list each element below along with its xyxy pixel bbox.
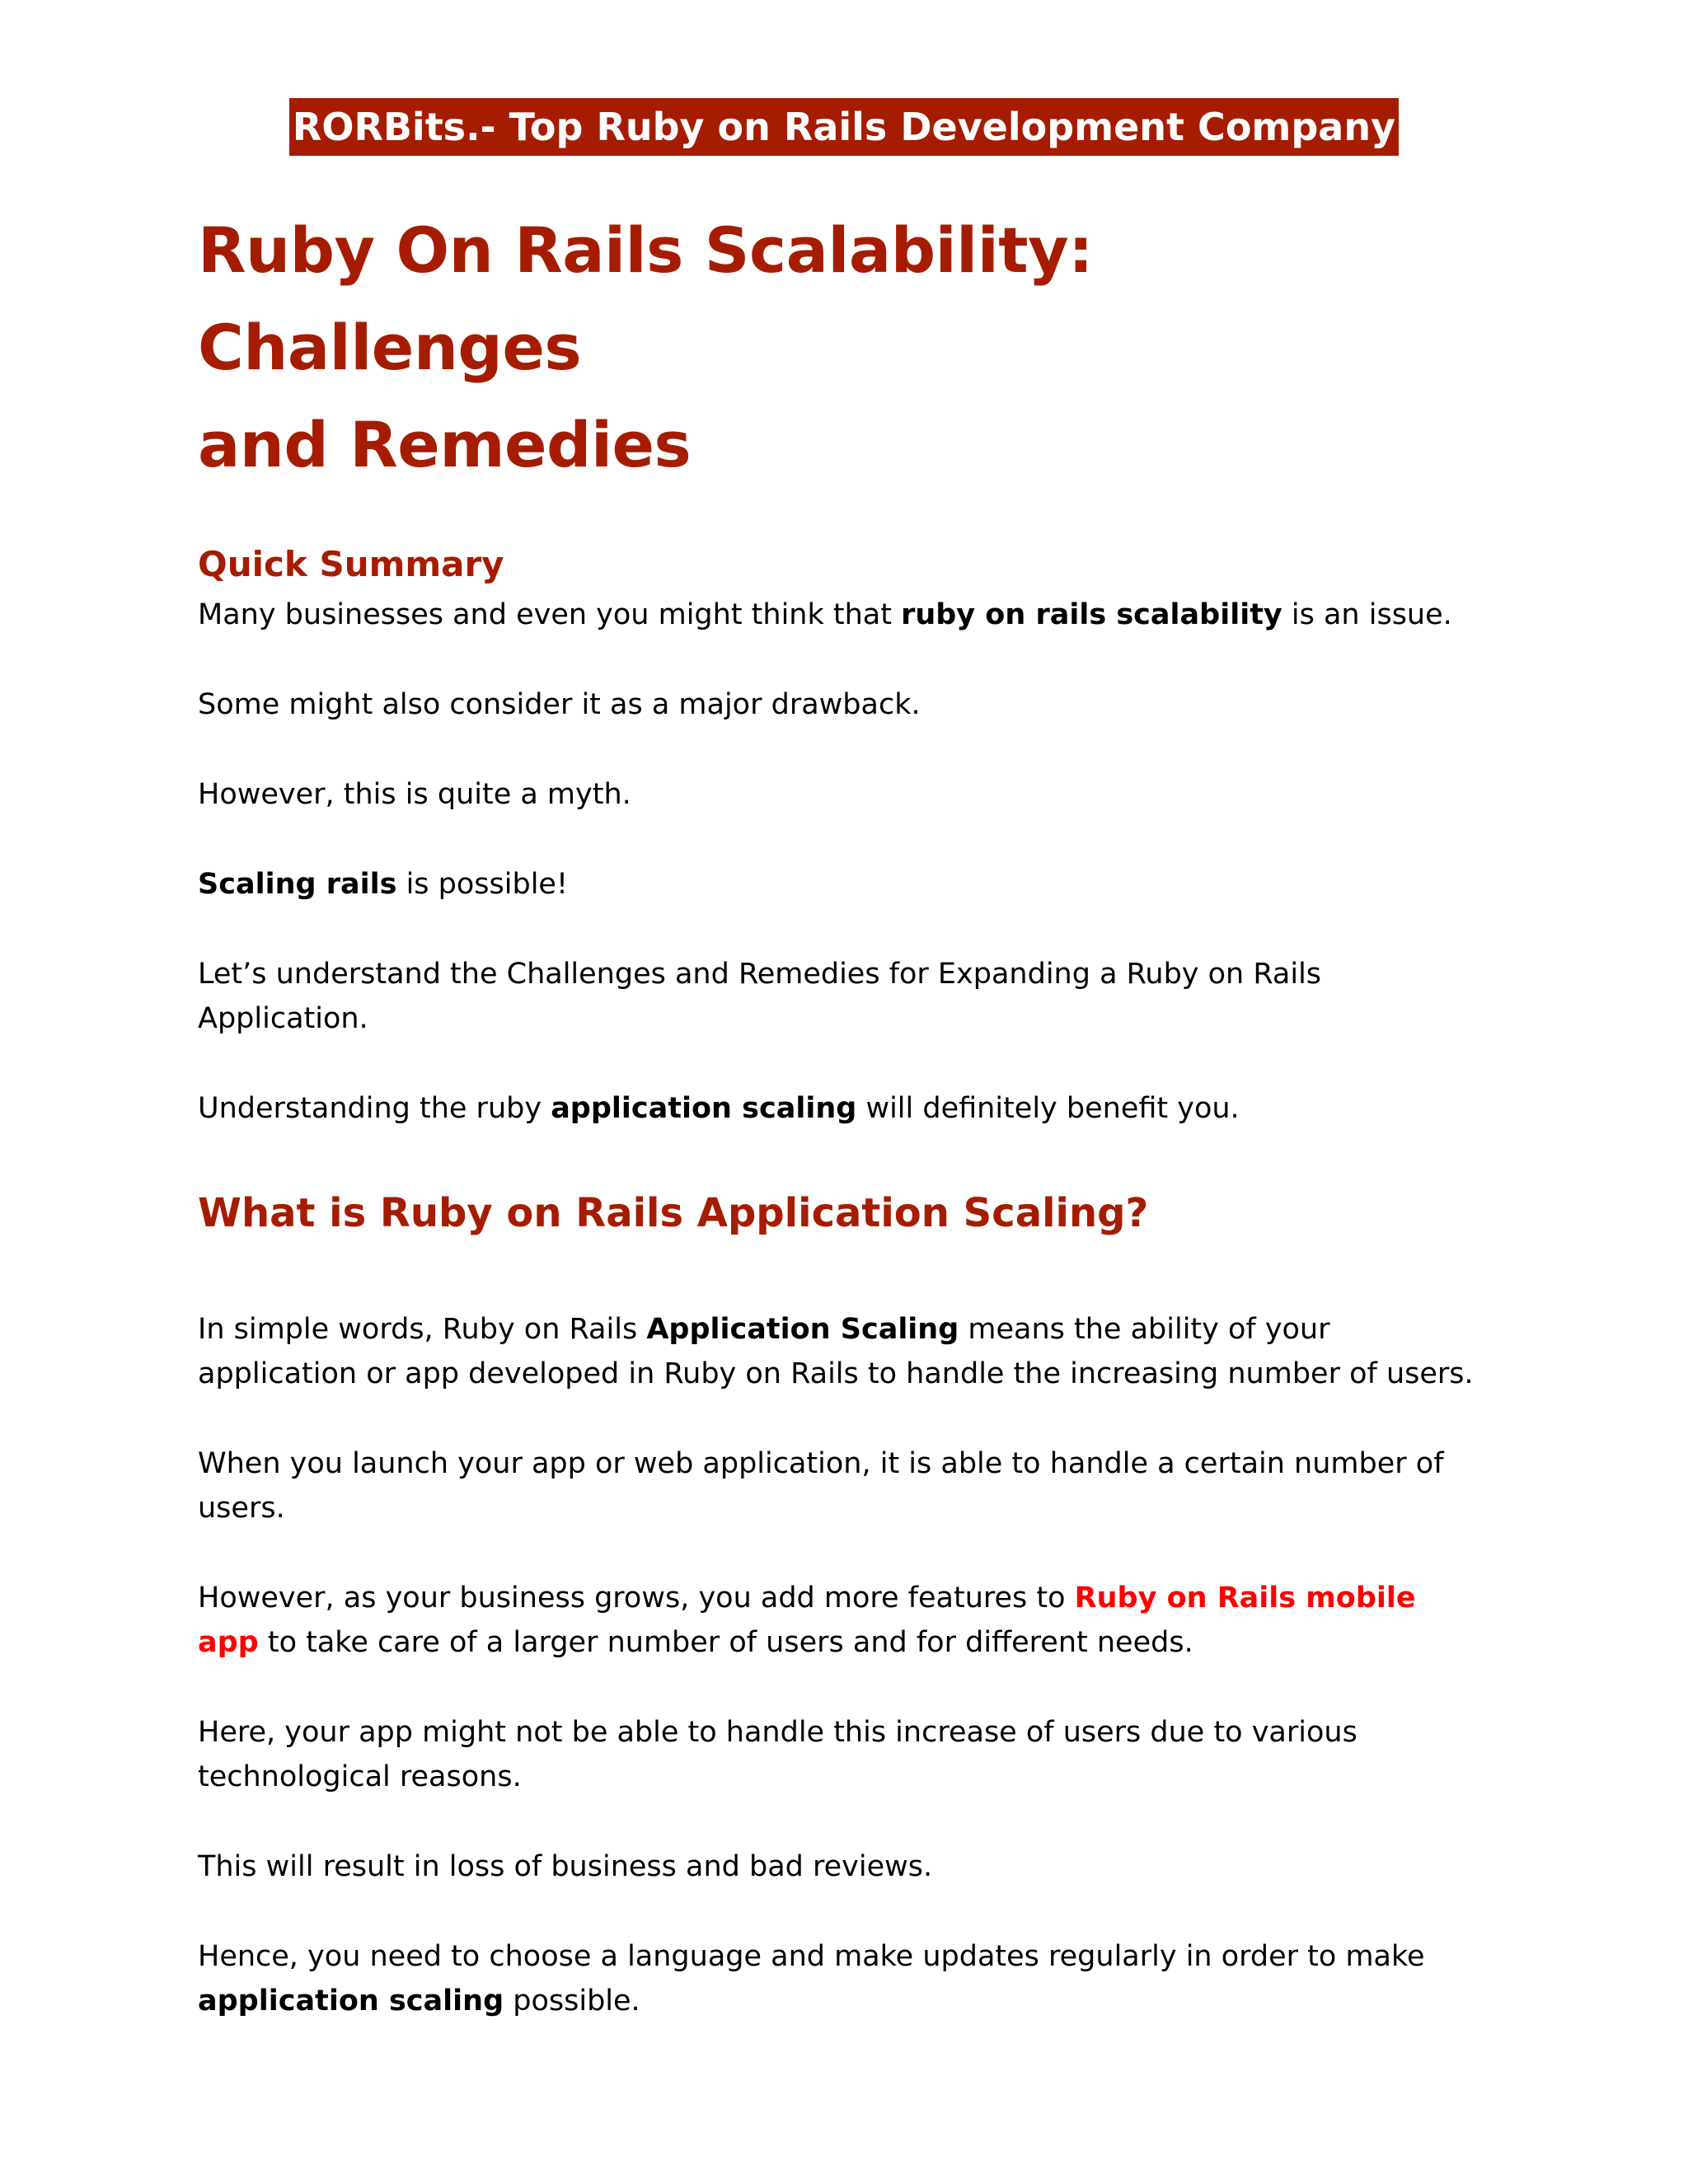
section-paragraph-1 <box>198 1307 1484 1396</box>
section-paragraph-3 <box>198 1576 1484 1665</box>
section-p1-text-before: In simple words, Ruby on Rails <box>198 1313 647 1346</box>
summary-p4-text-after: is possible! <box>396 868 568 901</box>
summary-paragraph-2: Some might also consider it as a major drawback. <box>198 688 921 721</box>
summary-p6-bold: application scaling <box>551 1092 857 1125</box>
summary-p6-text-after: will definitely benefit you. <box>856 1092 1240 1125</box>
summary-p4-bold: Scaling rails <box>198 868 397 901</box>
section-p6-text-after: possible. <box>504 1985 640 2018</box>
section-paragraph-2: When you launch your app or web application, it is able to handle a certain number of users. <box>198 1447 1444 1525</box>
summary-paragraph-5: Let’s understand the Challenges and Remedies for Expanding a Ruby on Rails Application. <box>198 958 1322 1035</box>
summary-paragraph-3: However, this is quite a myth. <box>198 778 631 811</box>
summary-p1-text-before: Many businesses and even you might think that <box>198 598 902 631</box>
section-p6-bold: application scaling <box>198 1985 504 2018</box>
summary-paragraph-6 <box>198 1086 1484 1131</box>
section-paragraph-4: Here, your app might not be able to handle this increase of users due to various technological reasons. <box>198 1716 1357 1793</box>
section-p3-text-before: However, as your business grows, you add more features to <box>198 1582 1075 1615</box>
summary-p1-text-after: is an issue. <box>1282 598 1452 631</box>
section-paragraph-5: This will result in loss of business and bad reviews. <box>198 1850 933 1883</box>
quick-summary-heading: Quick Summary <box>198 544 504 584</box>
page-title-line-2: and Remedies <box>198 408 692 481</box>
ruby-on-rails-mobile-app-link[interactable]: Ruby on Rails mobile app <box>198 1582 1416 1659</box>
section-p1-bold: Application Scaling <box>646 1313 959 1346</box>
banner-container <box>0 98 1688 156</box>
summary-p1-bold: ruby on rails scalability <box>901 598 1282 631</box>
section-heading: What is Ruby on Rails Application Scaling? <box>198 1190 1149 1236</box>
page-title <box>198 202 1484 494</box>
summary-paragraph-1 <box>198 593 1484 637</box>
page-title-line-1: Ruby On Rails Scalability: Challenges <box>198 213 1094 384</box>
section-p6-text-before: Hence, you need to choose a language and make updates regularly in order to make <box>198 1940 1425 1973</box>
section-paragraph-6 <box>198 1934 1484 2023</box>
summary-paragraph-4 <box>198 862 1484 907</box>
summary-p6-text-before: Understanding the ruby <box>198 1092 551 1125</box>
section-p1-text-after: means the ability of your application or app developed in Ruby on Rails to handle the increasing number of users. <box>198 1313 1474 1390</box>
section-p3-text-after: to take care of a larger number of users and for different needs. <box>258 1626 1193 1659</box>
company-banner: RORBits.- Top Ruby on Rails Development Company <box>289 98 1399 156</box>
article-body <box>198 202 1484 2023</box>
